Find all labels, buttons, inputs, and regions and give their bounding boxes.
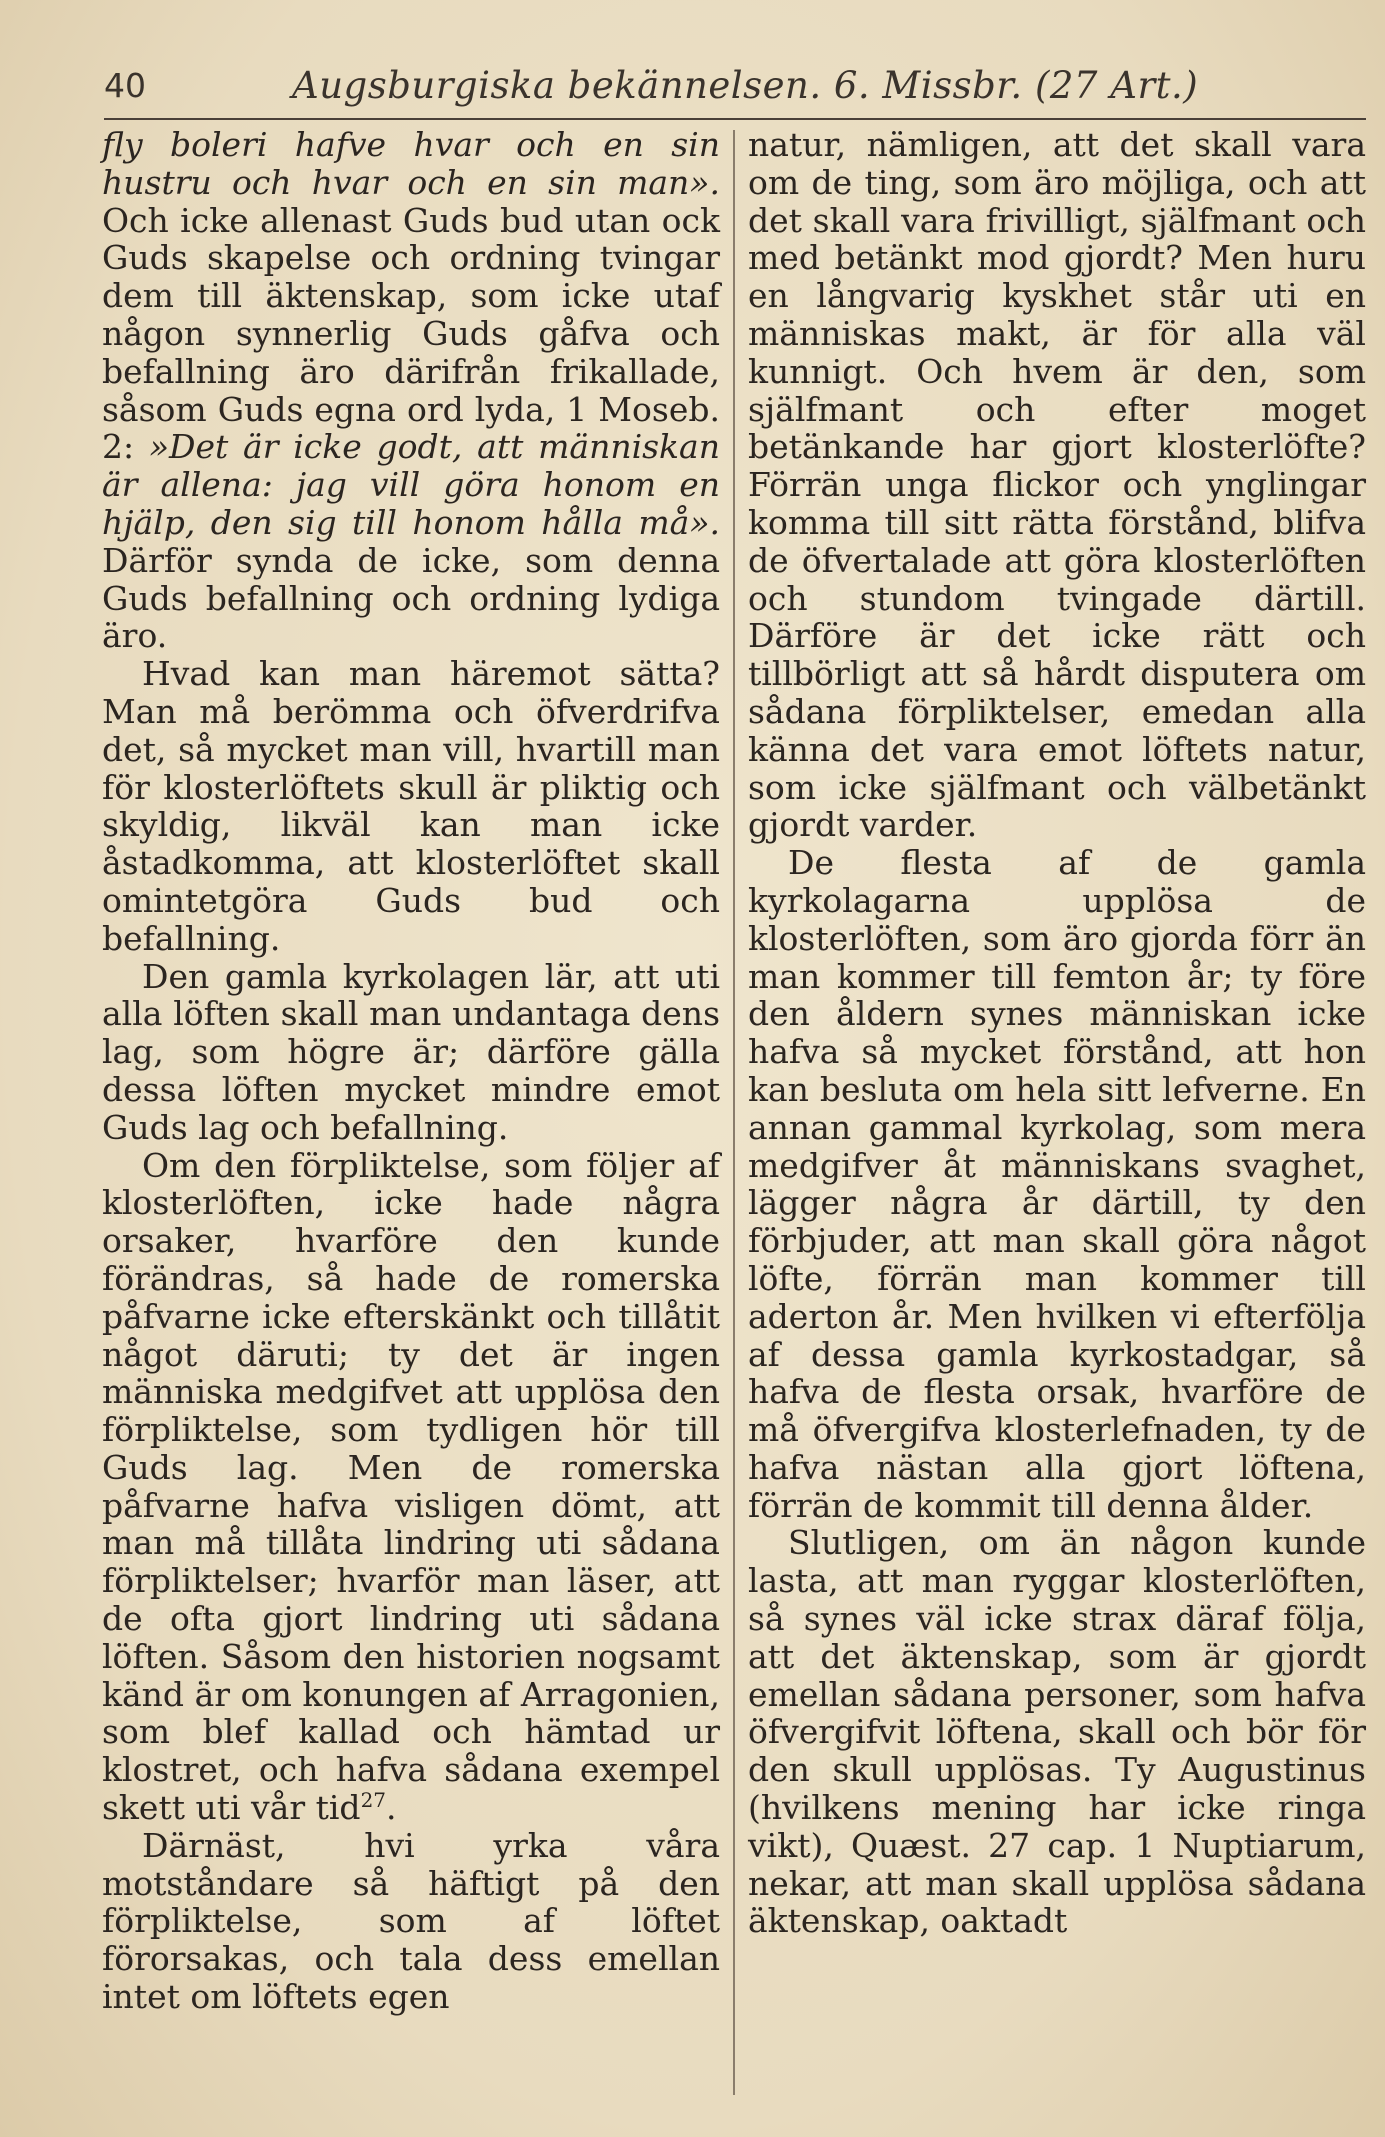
right-paragraph-2: De flesta af de gamla kyrkolagarna upplösa de klosterlöften, som äro gjorda förr än man kommer till femton år; ty före den åldern synes människan icke hafva så mycket förstånd, att hon kan besluta om hela sitt lefverne. En annan gammal kyrkolag, som mera medgifver åt människans svaghet, lägger några år därtill, ty den förbjuder, att man skall göra något löfte, förrän man kommer till aderton år. Men hvilken vi efterfölja af dessa gamla kyrkostadgar, så hafva de flesta orsak, hvarföre de må öfvergifva klosterlefnaden, ty de hafva nästan alla gjort löftena, förrän de kommit till denna ålder. xyxy=(748,843,1366,1525)
left-column xyxy=(102,126,720,2016)
right-paragraph-3: Slutligen, om än någon kunde lasta, att man ryggar klosterlöften, så synes väl icke strax däraf följa, att det äktenskap, som är gjordt emellan sådana personer, som hafva öfvergifvit löftena, skall och bör för den skull upplösas. Ty Augustinus (hvilkens mening har icke ringa vikt), Quæst. 27 cap. 1 Nuptiarum, nekar, att man skall upplösa sådana äktenskap, oaktadt xyxy=(748,1523,1366,1941)
body-text: Och icke allenast Guds bud utan ock Guds skapelse och ordning tvingar dem till äktenskap, som icke utaf någon synnerlig Guds gåfva och befallning äro därifrån frikallade, såsom Guds egna ord lyda, 1 Moseb. 2: xyxy=(102,200,720,467)
left-paragraph-4 xyxy=(102,1147,720,1827)
body-text: Om den förpliktelse, som följer af klosterlöften, icke hade några orsaker, hvarföre den kunde förändras, så hade de romerska påfvarne icke efterskänkt och tillåtit något däruti; ty det är ingen människa medgifvet att upplösa den förpliktelse, som tydligen hör till Guds lag. Men de romerska påfvarne hafva visligen dömt, att man må tillåta lindring uti sådana förpliktelser; hvarför man läser, att de ofta gjort lindring uti sådana löften. Såsom den historien nogsamt känd är om konungen af Arragonien, som blef kallad och hämtad ur klostret, och hafva sådana exempel skett uti vår tid xyxy=(102,1145,720,1828)
body-text: Därför synda de icke, som denna Guds befallning och ordning lydiga äro. xyxy=(102,540,720,656)
left-paragraph-5: Därnäst, hvi yrka våra motståndare så häftigt på den förpliktelse, som af löftet förorsakas, och tala dess emellan intet om löftets egen xyxy=(102,1825,720,2017)
scripture-quote: fly boleri hafve hvar och en sin hustru och hvar och en sin man». xyxy=(102,125,720,202)
page-number: 40 xyxy=(104,66,146,105)
page-header xyxy=(104,58,1366,114)
left-paragraph-2: Hvad kan man häremot sätta? Man må berömma och öfverdrifva det, så mycket man vill, hvartill man för klosterlöftets skull är pliktig och skyldig, likväl kan man icke åstadkomma, att klosterlöftet skall omintetgöra Guds bud och befallning. xyxy=(102,654,720,958)
left-paragraph-3: Den gamla kyrkolagen lär, att uti alla löften skall man undantaga dens lag, som högre är; därföre gälla dessa löften mycket mindre emot Guds lag och befallning. xyxy=(102,956,720,1147)
right-paragraph-1: natur, nämligen, att det skall vara om de ting, som äro möjliga, och att det skall vara frivilligt, själfmant och med betänkt mod gjordt? Men huru en långvarig kyskhet står uti en människas makt, är för alla väl kunnigt. Och hvem är den, som själfmant och efter moget betänkande har gjort klosterlöfte? Förrän unga flickor och ynglingar komma till sitt rätta förstånd, blifva de öfvertalade att göra klosterlöften och stundom tvingade därtill. Därföre är det icke rätt och tillbörligt att så hårdt disputera om sådana förpliktelser, emedan alla känna det vara emot löftets natur, som icke själfmant och välbetänkt gjordt varder. xyxy=(748,125,1366,845)
left-paragraph-1 xyxy=(102,126,720,655)
header-rule xyxy=(104,118,1366,120)
scripture-quote: »Det är icke godt, att människan är allena: jag vill göra honom en hjälp, den sig till honom hålla må». xyxy=(102,427,720,542)
footnote-marker: 27 xyxy=(360,1788,387,1813)
right-column xyxy=(748,126,1366,1940)
column-divider xyxy=(733,130,735,2095)
running-head: Augsburgiska bekännelsen. 6. Missbr. (27 Art.) xyxy=(292,64,1199,107)
body-text: . xyxy=(386,1788,397,1828)
